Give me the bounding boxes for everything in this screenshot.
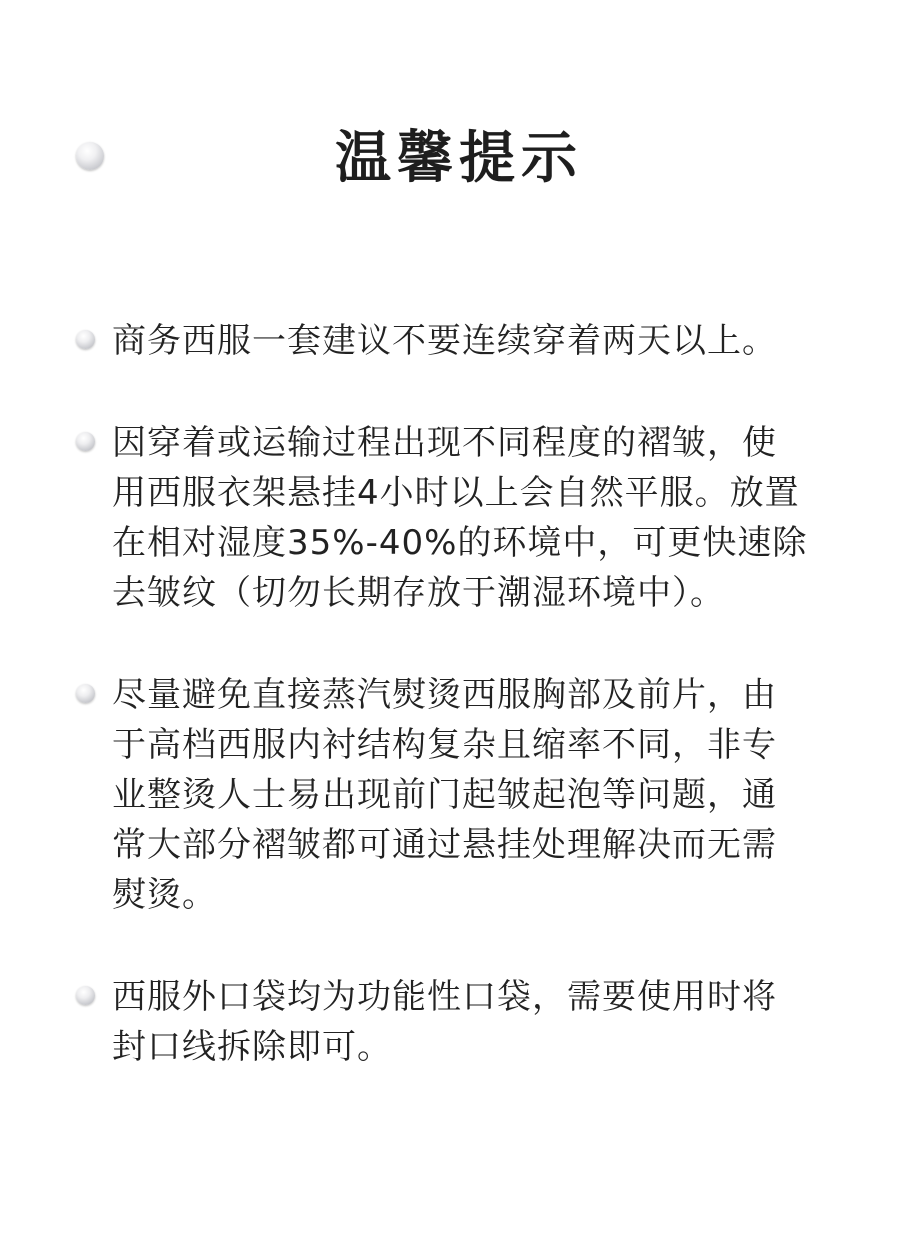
bullet-icon bbox=[76, 432, 95, 451]
page-title: 温馨提示 bbox=[335, 126, 583, 191]
tip-text: 西服外口袋均为功能性口袋，需要使用时将 封口线拆除即可。 bbox=[112, 977, 777, 1067]
list-item bbox=[0, 418, 918, 618]
title-row bbox=[0, 118, 918, 198]
bullet-icon bbox=[76, 330, 95, 349]
tips-list bbox=[0, 316, 918, 1124]
tip-text: 尽量避免直接蒸汽熨烫西服胸部及前片，由 于高档西服内衬结构复杂且缩率不同，非专 业整烫人士易出现前门起皱起泡等问题，通 常大部分褶皱都可通过悬挂处理解决而无需 熨烫。 bbox=[112, 675, 777, 915]
tip-text: 因穿着或运输过程出现不同程度的褶皱，使 用西服衣架悬挂4小时以上会自然平服。放置 在相对湿度35%-40%的环境中，可更快速除 去皱纹（切勿长期存放于潮湿环境中）。 bbox=[112, 423, 808, 613]
list-item bbox=[0, 316, 918, 366]
bullet-icon bbox=[76, 684, 95, 703]
tip-text: 商务西服一套建议不要连续穿着两天以上。 bbox=[112, 321, 777, 361]
list-item bbox=[0, 670, 918, 920]
bullet-icon bbox=[76, 986, 95, 1005]
list-item bbox=[0, 972, 918, 1072]
